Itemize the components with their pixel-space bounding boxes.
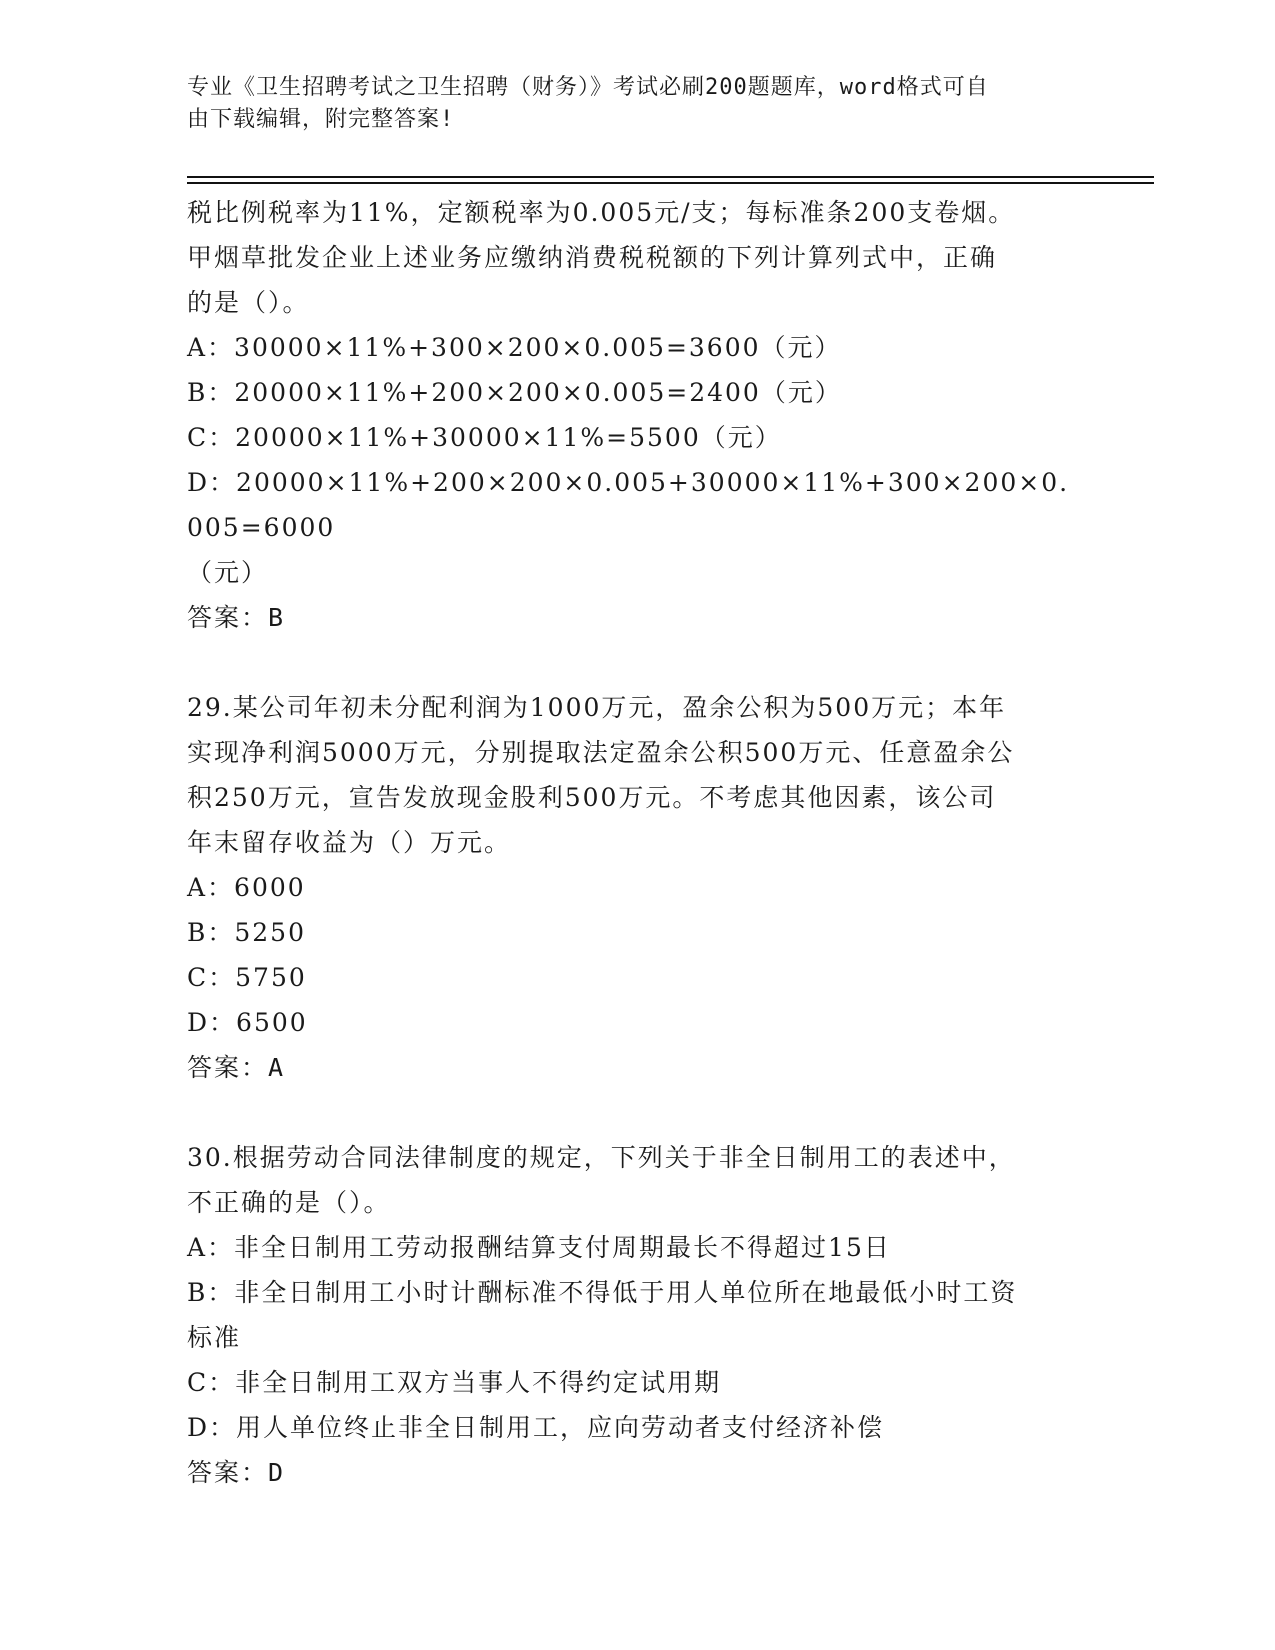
option-d: D：6500 xyxy=(187,1008,308,1037)
question-text-line: 年末留存收益为（）万元。 xyxy=(187,828,512,857)
question-29 xyxy=(187,685,1077,1090)
question-content xyxy=(187,190,1077,1495)
option-a: A：30000×11%+300×200×0.005=3600（元） xyxy=(187,333,842,362)
question-30 xyxy=(187,1135,1077,1495)
option-c: C：20000×11%+30000×11%=5500（元） xyxy=(187,423,782,452)
option-a: A：非全日制用工劳动报酬结算支付周期最长不得超过15日 xyxy=(187,1233,891,1262)
question-text-line: 不正确的是（）。 xyxy=(187,1188,391,1217)
question-text-line: 税比例税率为11%，定额税率为0.005元/支；每标准条200支卷烟。 xyxy=(187,198,1016,227)
document-header xyxy=(187,72,1067,136)
question-text-line: 实现净利润5000万元，分别提取法定盈余公积500万元、任意盈余公 xyxy=(187,738,1015,767)
answer: 答案：B xyxy=(187,603,286,632)
question-text-line: 29.某公司年初未分配利润为1000万元，盈余公积为500万元；本年 xyxy=(187,693,1007,722)
question-text-line: 的是（）。 xyxy=(187,288,310,317)
question-text-line: 甲烟草批发企业上述业务应缴纳消费税税额的下列计算列式中，正确 xyxy=(187,243,998,272)
header-line-2: 由下载编辑，附完整答案! xyxy=(187,107,455,132)
question-text-line: 积250万元，宣告发放现金股利500万元。不考虑其他因素，该公司 xyxy=(187,783,997,812)
option-b: B：非全日制用工小时计酬标准不得低于用人单位所在地最低小时工资 xyxy=(187,1278,1018,1307)
spacer xyxy=(187,1090,1077,1135)
option-d: D：20000×11%+200×200×0.005+30000×11%+300×200×0.005=6000 xyxy=(187,468,1070,542)
spacer xyxy=(187,640,1077,685)
option-c: C：5750 xyxy=(187,963,307,992)
option-b: B：20000×11%+200×200×0.005=2400（元） xyxy=(187,378,842,407)
option-b-continued: 标准 xyxy=(187,1323,242,1352)
option-a: A：6000 xyxy=(187,873,306,902)
option-b: B：5250 xyxy=(187,918,306,947)
header-rule-top xyxy=(187,176,1154,178)
answer: 答案：A xyxy=(187,1053,286,1082)
header-line-1: 专业《卫生招聘考试之卫生招聘（财务）》考试必刷200题题库，word格式可自 xyxy=(187,75,989,100)
answer: 答案：D xyxy=(187,1458,286,1487)
option-d-continued: （元） xyxy=(187,558,269,587)
question-28 xyxy=(187,190,1077,640)
question-text-line: 30.根据劳动合同法律制度的规定，下列关于非全日制用工的表述中， xyxy=(187,1143,1016,1172)
option-d: D：用人单位终止非全日制用工，应向劳动者支付经济补偿 xyxy=(187,1413,885,1442)
option-c: C：非全日制用工双方当事人不得约定试用期 xyxy=(187,1368,722,1397)
header-rule-bottom xyxy=(187,182,1154,184)
